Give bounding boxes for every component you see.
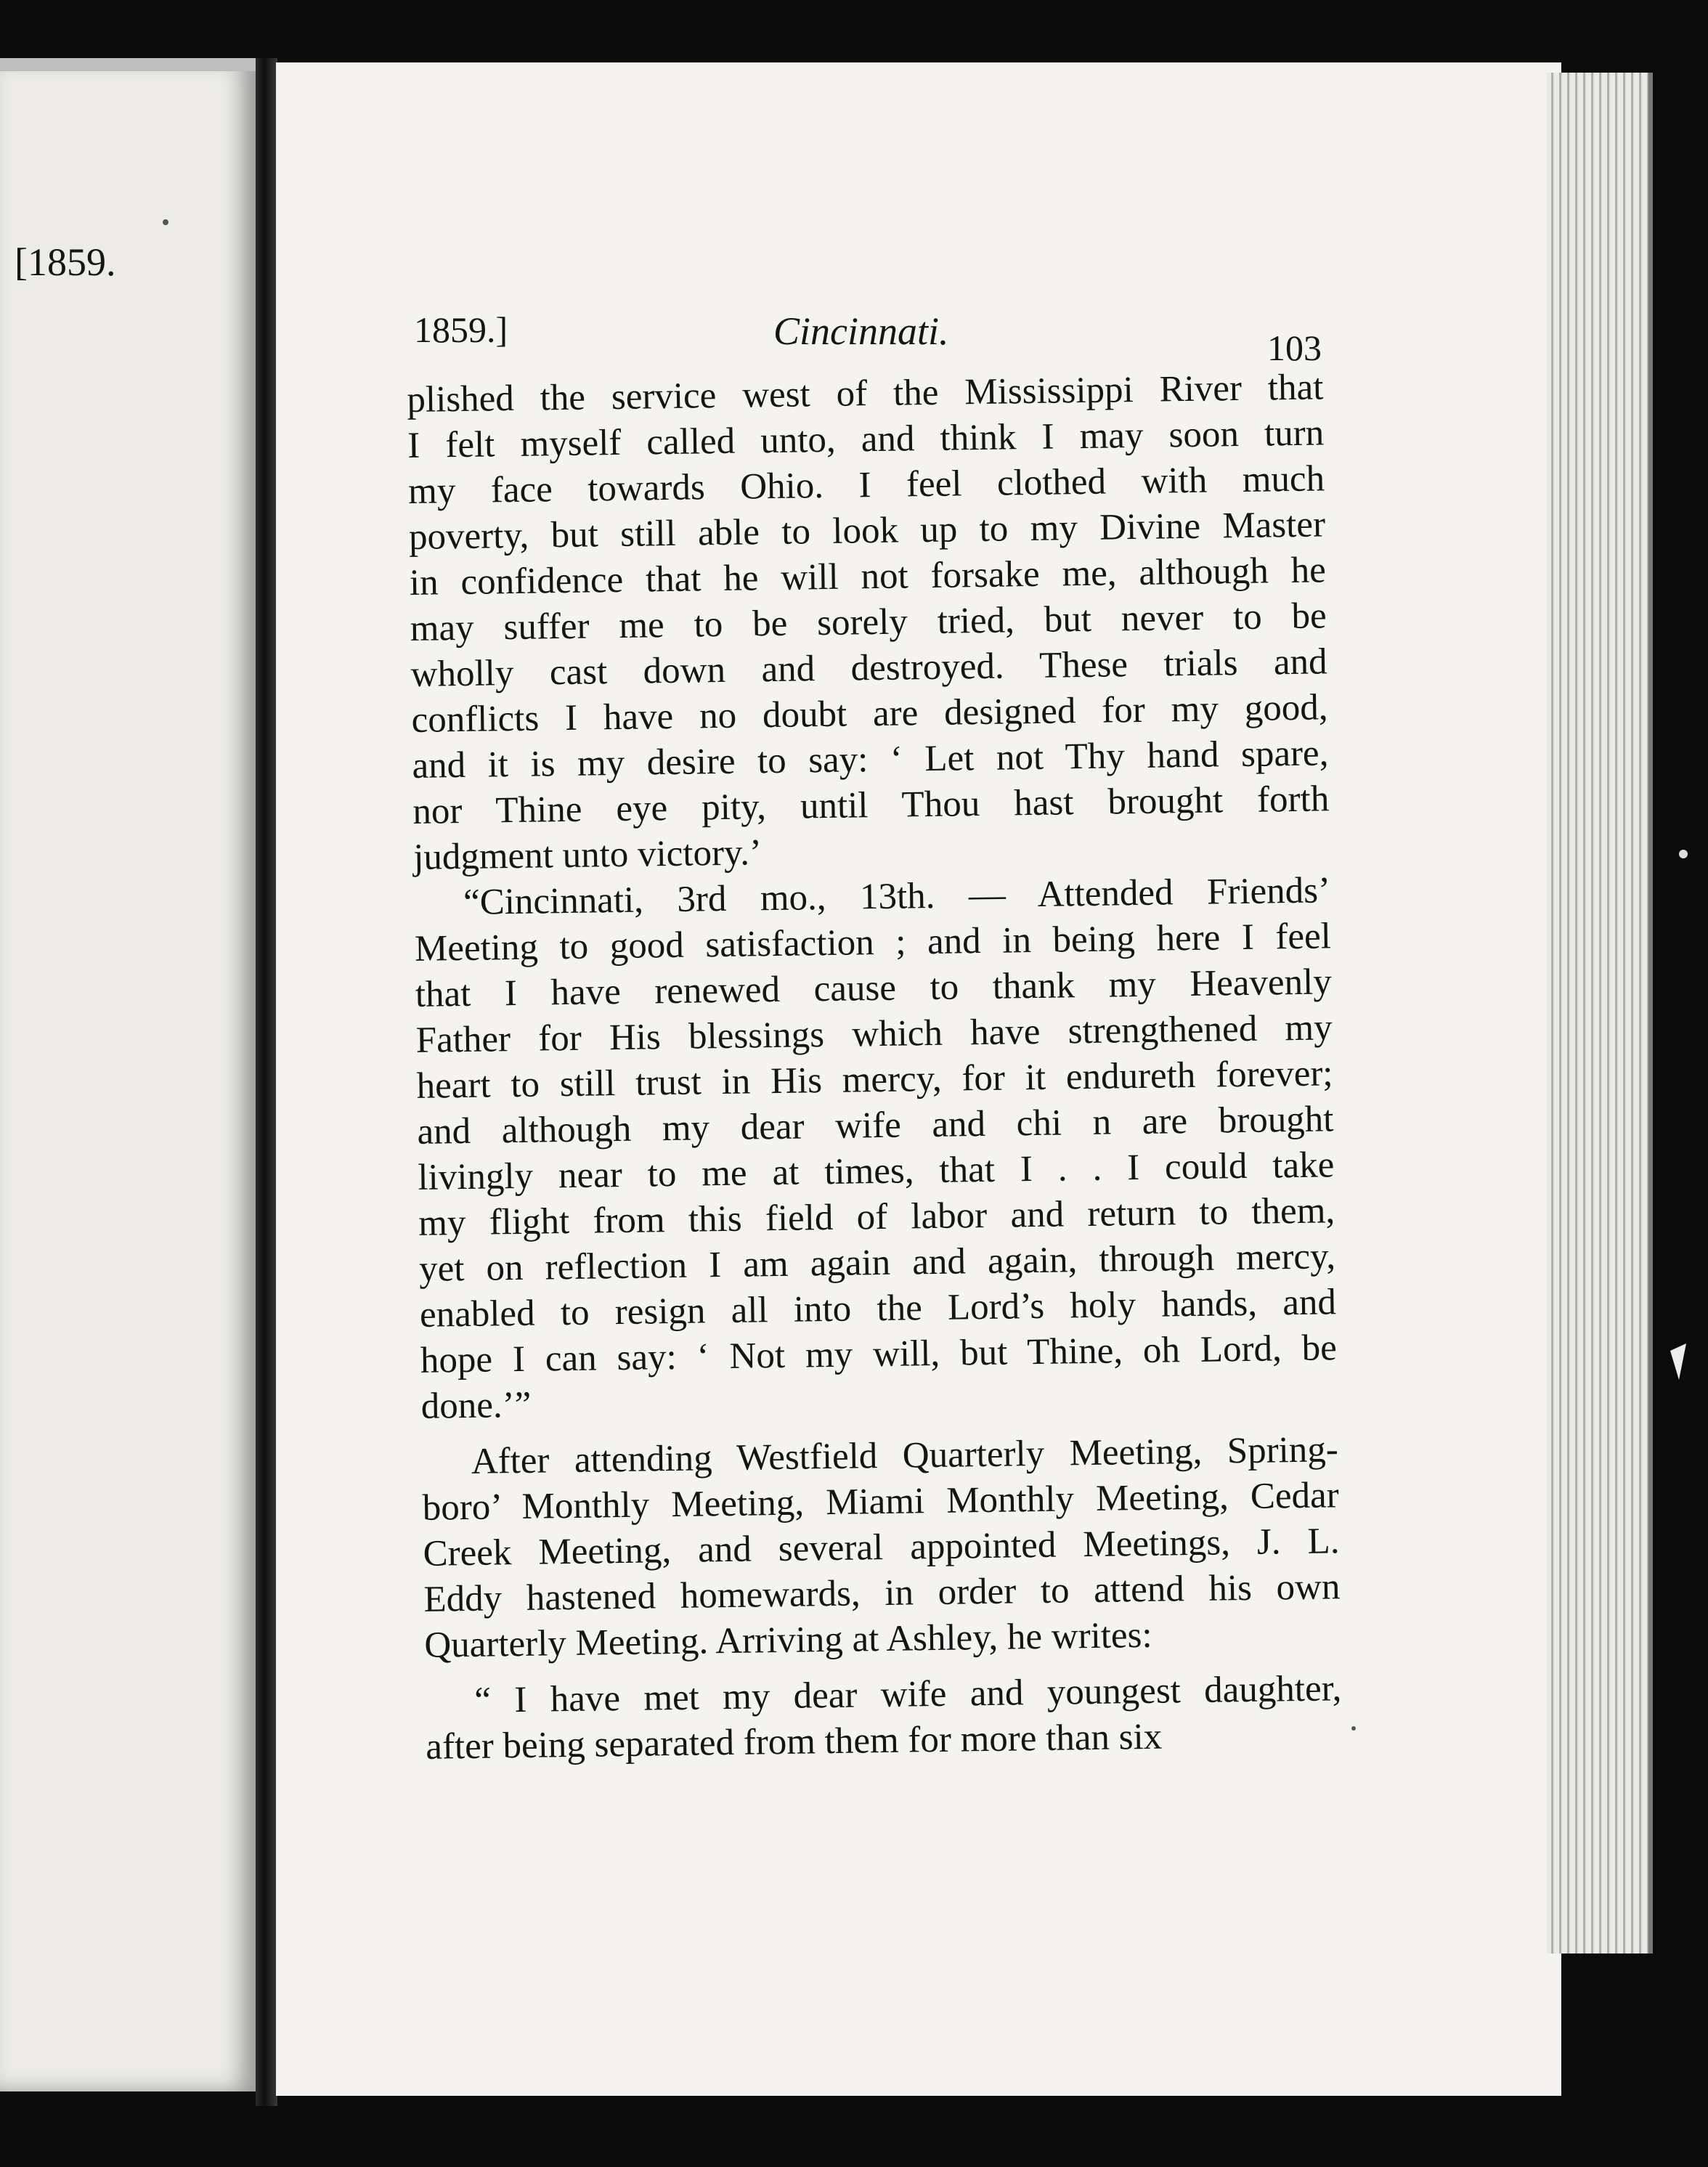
text-line: nor Thine eye pity, until Thou hast brought forth [412, 778, 1330, 832]
text-line: after being separated from them for more than six [425, 1716, 1163, 1768]
text-line: my face towards Ohio. I feel clothed with much [407, 458, 1325, 512]
text-line: enabled to resign all into the Lord’s holy hands, and [419, 1282, 1337, 1335]
text-line: boro’ Monthly Meeting, Miami Monthly Meeting, Cedar [422, 1475, 1340, 1529]
text-line: Creek Meeting, and several appointed Meetings, J. L. [423, 1521, 1340, 1574]
text-line: Meeting to good satisfaction ; and in being here I feel [414, 916, 1332, 969]
text-line: Quarterly Meeting. Arriving at Ashley, he writes: [423, 1614, 1152, 1666]
speck [1351, 1726, 1356, 1731]
speck [1679, 850, 1688, 858]
text-line: livingly near to me at times, that I . . I could take [417, 1145, 1335, 1198]
text-line: heart to still trust in His mercy, for it endureth forever; [416, 1053, 1333, 1107]
text-line: yet on reflection I am again and again, through mercy, [418, 1236, 1336, 1290]
text-line: Eddy hastened homewards, in order to attend his own [423, 1566, 1341, 1620]
speck [1670, 1343, 1686, 1380]
text-line: After attending Westfield Quarterly Meeting, Spring- [471, 1429, 1339, 1482]
running-head-year: 1859.] [414, 309, 508, 350]
text-line: hope I can say: ‘ Not my will, but Thine, oh Lord, be [420, 1328, 1338, 1381]
text-line: that I have renewed cause to thank my Heavenly [415, 961, 1333, 1015]
text-line: wholly cast down and destroyed. These trials and [410, 641, 1327, 695]
text-line: in confidence that he will not forsake me, although he [409, 550, 1327, 603]
text-line: and although my dear wife and chi n are brought [417, 1099, 1334, 1152]
text-line: may suffer me to be sorely tried, but never to be [410, 595, 1327, 649]
text-line: poverty, but still able to look up to my Divine Master [408, 504, 1326, 558]
text-line: “Cincinnati, 3rd mo., 13th. — Attended Friends’ [463, 870, 1331, 923]
text-line: I felt myself called unto, and think I may soon turn [407, 412, 1325, 466]
text-line: plished the service west of the Mississippi River that [407, 367, 1324, 420]
text-line: judgment unto victory.’ [412, 832, 762, 878]
speck [163, 219, 168, 225]
page-number: 103 [1267, 328, 1322, 368]
text-line: done.’” [420, 1384, 532, 1427]
left-running-head: [1859. [15, 240, 116, 284]
text-line: “ I have met my dear wife and youngest daughter, [474, 1668, 1342, 1721]
text-line: my flight from this field of labor and return to them, [418, 1190, 1335, 1244]
text-line: Father for His blessings which have strengthened my [415, 1007, 1333, 1061]
running-head-title: Cincinnati. [773, 309, 949, 353]
text-line: conflicts I have no doubt are designed for my good, [411, 687, 1328, 741]
text-line: and it is my desire to say: ‘ Let not Thy hand spare, [412, 733, 1329, 786]
